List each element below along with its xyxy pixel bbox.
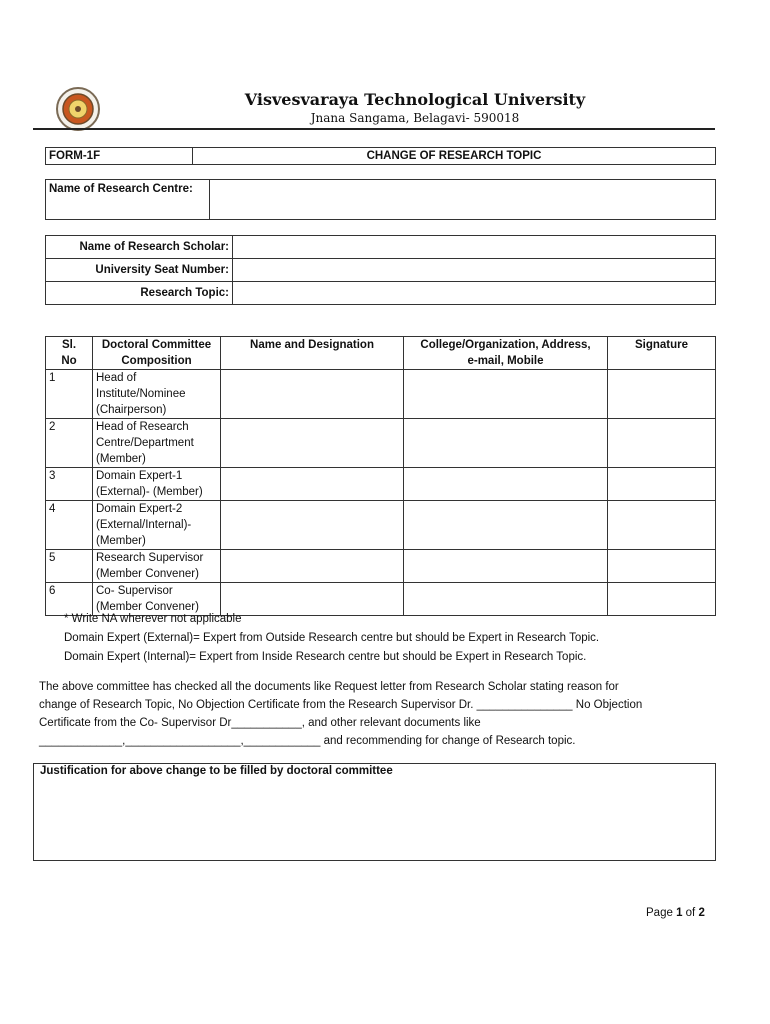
- seat-number-field[interactable]: [233, 259, 716, 282]
- header-composition-line2: Composition: [121, 355, 192, 367]
- scholar-info-table: [45, 235, 716, 305]
- table-row: [46, 501, 716, 550]
- row-signature-field[interactable]: [608, 468, 716, 501]
- note-external: Domain Expert (External)= Expert from Outside Research centre but should be Expert in Research Topic.: [64, 632, 600, 644]
- row-college-field[interactable]: [404, 583, 608, 616]
- research-centre-field[interactable]: [210, 180, 716, 220]
- composition-line: (Member): [96, 535, 146, 547]
- row-sl: 5: [46, 550, 93, 583]
- justification-field[interactable]: [33, 763, 716, 861]
- header-composition-line1: Doctoral Committee: [101, 339, 212, 351]
- row-name-field[interactable]: [221, 550, 404, 583]
- statement-line-2: change of Research Topic, No Objection Certificate from the Research Supervisor Dr. _______________ No Objection: [39, 699, 643, 711]
- header-sl-line1: Sl.: [61, 339, 77, 351]
- row-college-field[interactable]: [404, 550, 608, 583]
- header-sl-line2: No: [61, 355, 77, 367]
- row-name-field[interactable]: [221, 370, 404, 419]
- row-composition: [93, 468, 221, 501]
- header-college: [404, 337, 608, 370]
- row-signature-field[interactable]: [608, 419, 716, 468]
- row-sl: 6: [46, 583, 93, 616]
- row-composition: [93, 370, 221, 419]
- page-number: [646, 907, 705, 919]
- committee-table: [45, 336, 716, 616]
- note-internal: Domain Expert (Internal)= Expert from Inside Research centre but should be Expert in Research Topic.: [64, 651, 587, 663]
- row-college-field[interactable]: [404, 468, 608, 501]
- table-row: [46, 550, 716, 583]
- row-composition: [93, 550, 221, 583]
- university-address: Jnana Sangama, Belagavi- 590018: [310, 111, 520, 125]
- header-name-designation: Name and Designation: [221, 337, 404, 370]
- row-college-field[interactable]: [404, 370, 608, 419]
- composition-line: Domain Expert-1: [96, 470, 183, 482]
- composition-line: (Chairperson): [96, 404, 167, 416]
- row-composition: [93, 419, 221, 468]
- header-divider: [33, 128, 715, 130]
- justification-label: Justification for above change to be filled by doctoral committee: [40, 765, 393, 777]
- composition-line: Co- Supervisor: [96, 585, 173, 597]
- form-header-table: [45, 147, 716, 165]
- form-title: CHANGE OF RESEARCH TOPIC: [193, 148, 716, 165]
- row-signature-field[interactable]: [608, 583, 716, 616]
- research-centre-label: Name of Research Centre:: [46, 180, 210, 220]
- header-college-line1: College/Organization, Address,: [420, 339, 591, 351]
- composition-line: Centre/Department: [96, 437, 194, 449]
- row-sl: 3: [46, 468, 93, 501]
- row-name-field[interactable]: [221, 501, 404, 550]
- page-of: of: [682, 907, 699, 919]
- row-college-field[interactable]: [404, 419, 608, 468]
- row-sl: 1: [46, 370, 93, 419]
- row-college-field[interactable]: [404, 501, 608, 550]
- seat-number-label: University Seat Number:: [46, 259, 233, 282]
- university-name: Visvesvaraya Technological University: [244, 90, 586, 109]
- table-row: [46, 370, 716, 419]
- research-centre-table: [45, 179, 716, 220]
- page-current: 1: [676, 907, 683, 919]
- row-composition: [93, 501, 221, 550]
- header-sl-no: [46, 337, 93, 370]
- composition-line: (Member): [96, 453, 146, 465]
- table-row: [46, 468, 716, 501]
- composition-line: (Member Convener): [96, 568, 199, 580]
- page-prefix: Page: [646, 907, 677, 919]
- composition-line: Head of Research: [96, 421, 189, 433]
- row-name-field[interactable]: [221, 468, 404, 501]
- row-signature-field[interactable]: [608, 550, 716, 583]
- page-total: 2: [698, 907, 705, 919]
- scholar-name-label: Name of Research Scholar:: [46, 236, 233, 259]
- row-name-field[interactable]: [221, 583, 404, 616]
- row-sl: 2: [46, 419, 93, 468]
- row-signature-field[interactable]: [608, 501, 716, 550]
- form-code: FORM-1F: [46, 148, 193, 165]
- statement-line-4: _____________,__________________,____________ and recommending for change of Research topic.: [39, 735, 576, 747]
- statement-line-3: Certificate from the Co- Supervisor Dr___________, and other relevant documents like: [39, 717, 481, 729]
- composition-line: Research Supervisor: [96, 552, 204, 564]
- row-sl: 4: [46, 501, 93, 550]
- research-topic-label: Research Topic:: [46, 282, 233, 305]
- composition-line: (External/Internal)-: [96, 519, 192, 531]
- row-name-field[interactable]: [221, 419, 404, 468]
- composition-line: Domain Expert-2: [96, 503, 183, 515]
- header-signature: Signature: [608, 337, 716, 370]
- header-composition: [93, 337, 221, 370]
- composition-line: (Member Convener): [96, 601, 199, 613]
- composition-line: Institute/Nominee: [96, 388, 186, 400]
- table-row: [46, 419, 716, 468]
- note-na: * Write NA wherever not applicable: [64, 613, 242, 625]
- header-college-line2: e-mail, Mobile: [467, 355, 544, 367]
- row-signature-field[interactable]: [608, 370, 716, 419]
- composition-line: Head of: [96, 372, 137, 384]
- composition-line: (External)- (Member): [96, 486, 203, 498]
- university-logo: [55, 86, 101, 132]
- scholar-name-field[interactable]: [233, 236, 716, 259]
- research-topic-field[interactable]: [233, 282, 716, 305]
- statement-line-1: The above committee has checked all the documents like Request letter from Research Scholar stating reason for: [39, 681, 619, 693]
